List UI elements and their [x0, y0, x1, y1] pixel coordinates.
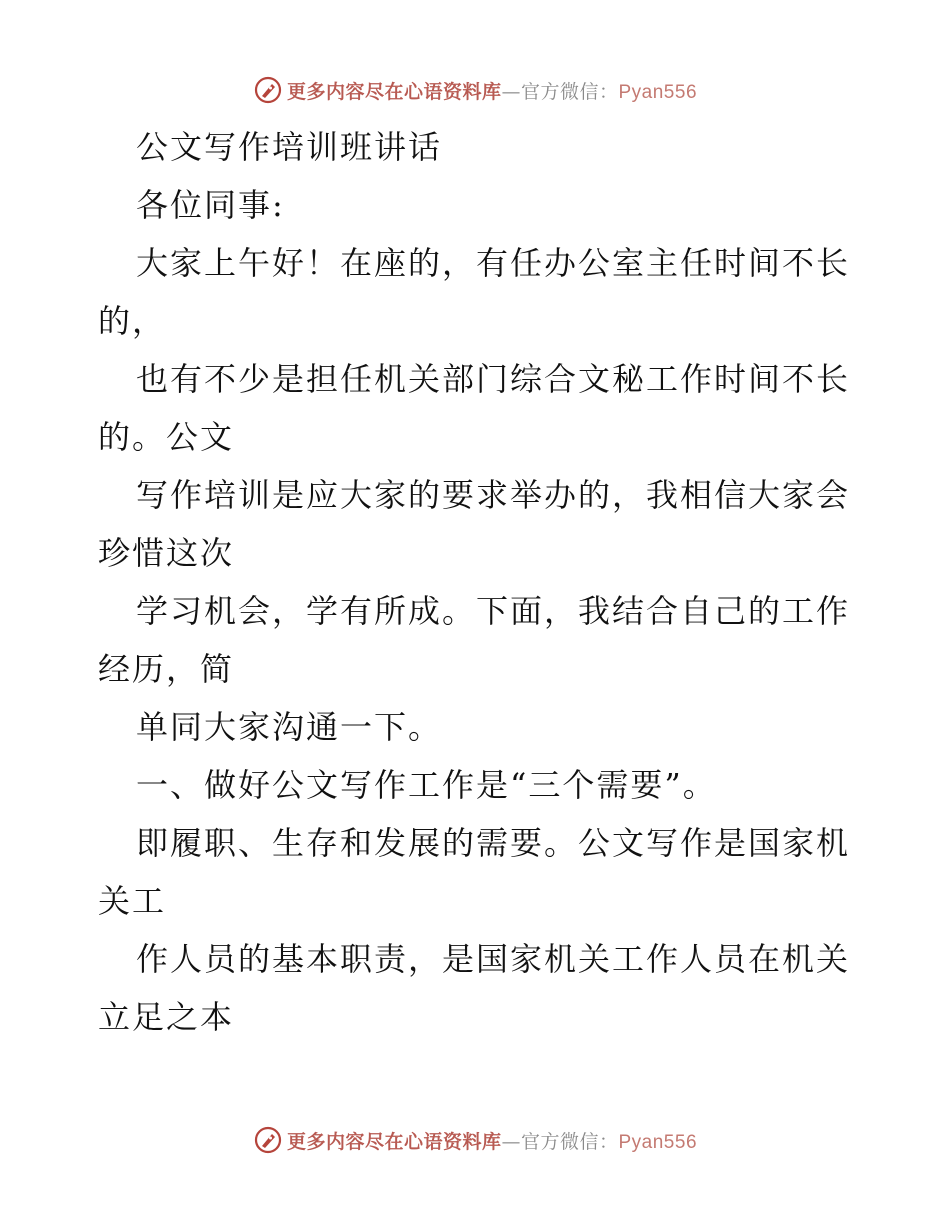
paragraph-line: 也有不少是担任机关部门综合文秘工作时间不长: [136, 360, 851, 398]
paragraph-line: 经历，简: [98, 650, 235, 688]
document-body: [98, 118, 858, 1046]
paragraph-line: 写作培训是应大家的要求举办的，我相信大家会: [136, 476, 851, 514]
paragraph-line: 作人员的基本职责，是国家机关工作人员在机关: [136, 940, 851, 978]
footer-banner: [0, 1120, 950, 1160]
paragraph-line: 单同大家沟通一下。: [136, 708, 443, 746]
pen-nib-logo-icon: [253, 75, 283, 105]
paragraph-line: 的。公文: [98, 418, 235, 456]
section-heading: 一、做好公文写作工作是“三个需要”。: [136, 766, 717, 804]
paragraph-line: 珍惜这次: [98, 534, 235, 572]
banner-dash: —: [501, 80, 521, 103]
paragraph-line: 大家上午好！在座的，有任办公室主任时间不长: [136, 244, 851, 282]
header-banner: [0, 70, 950, 110]
banner-sub-text: 官方微信：: [520, 1130, 619, 1153]
banner-wechat-id: Pyan556: [618, 1131, 698, 1153]
banner-wechat-id: Pyan556: [618, 81, 698, 103]
salutation: 各位同事:: [136, 186, 285, 224]
banner-main-text: 更多内容尽在心语资料库: [286, 1130, 502, 1153]
paragraph-line: 关工: [98, 882, 167, 920]
paragraph-line: 即履职、生存和发展的需要。公文写作是国家机: [136, 824, 851, 862]
paragraph-line: 的，: [98, 302, 167, 340]
banner-main-text: 更多内容尽在心语资料库: [286, 80, 502, 103]
paragraph-line: 立足之本: [98, 998, 235, 1036]
document-title: 公文写作培训班讲话: [136, 128, 443, 166]
banner-dash: —: [501, 1130, 521, 1153]
pen-nib-logo-icon: [253, 1125, 283, 1155]
banner-sub-text: 官方微信：: [520, 80, 619, 103]
paragraph-line: 学习机会，学有所成。下面，我结合自己的工作: [136, 592, 851, 630]
